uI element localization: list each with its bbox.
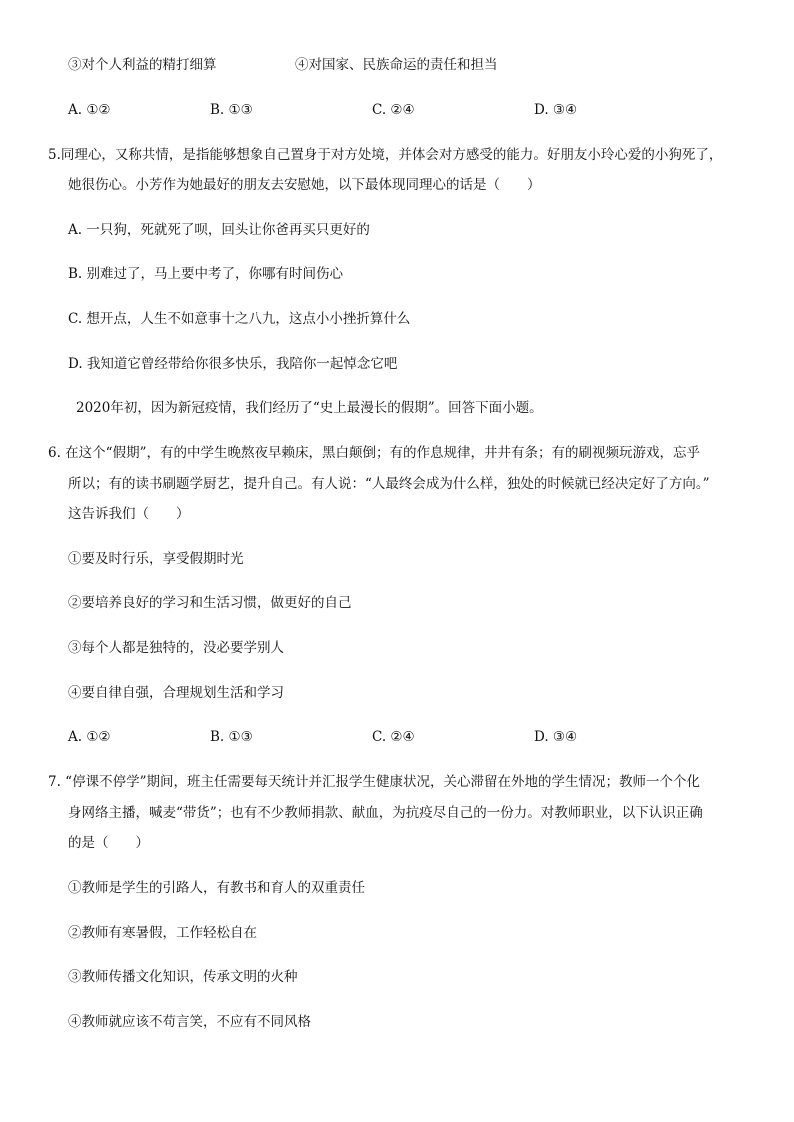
statement-item-3: ③对个人利益的精打细算 xyxy=(68,57,217,73)
q6-statement-4: ④要自律自强，合理规划生活和学习 xyxy=(68,685,284,701)
q7-statement-2: ②教师有寒暑假，工作轻松自在 xyxy=(68,925,257,941)
q6-statement-2: ②要培养良好的学习和生活习惯，做更好的自己 xyxy=(68,595,352,611)
q6-option-a: A. ①② xyxy=(68,729,111,745)
shared-intro: 2020年初，因为新冠疫情，我们经历了“史上最漫长的假期”。回答下面小题。 xyxy=(76,400,543,416)
statement-item-4: ④对国家、民族命运的责任和担当 xyxy=(295,57,498,73)
q5-option-c: C. 想开点，人生不如意事十之八九，这点小小挫折算什么 xyxy=(68,311,411,327)
q7-stem-line-1: 7. “停课不停学”期间，班主任需要每天统计并汇报学生健康状况，关心滞留在外地的学生情况；教师一个个化 xyxy=(48,774,700,790)
q5-option-a: A. 一只狗，死就死了呗，回头让你爸再买只更好的 xyxy=(68,222,370,238)
option-c: C. ②④ xyxy=(372,102,415,118)
q6-stem-line-2: 所以；有的读书刷题学厨艺，提升自己。有人说：“人最终会成为什么样，独处的时候就已经决定好了方向。” xyxy=(68,476,710,492)
q6-option-d: D. ③④ xyxy=(534,729,578,745)
q6-stem-line-3: 这告诉我们（ ） xyxy=(68,506,190,522)
option-b: B. ①③ xyxy=(210,102,253,118)
q6-option-b: B. ①③ xyxy=(210,729,253,745)
q7-statement-4: ④教师就应该不苟言笑，不应有不同风格 xyxy=(68,1014,311,1030)
option-d: D. ③④ xyxy=(534,102,578,118)
q5-stem-line-2: 她很伤心。小芳作为她最好的朋友去安慰她，以下最体现同理心的话是（ ） xyxy=(68,177,541,193)
q7-stem-line-2: 身网络主播，喊麦“带货”；也有不少教师捐款、献血，为抗疫尽自己的一份力。对教师职业，以下认识正确 xyxy=(68,805,703,821)
q6-statement-3: ③每个人都是独特的，没必要学别人 xyxy=(68,640,284,656)
q5-option-b: B. 别难过了，马上要中考了，你哪有时间伤心 xyxy=(68,266,344,282)
q5-option-d: D. 我知道它曾经带给你很多快乐，我陪你一起悼念它吧 xyxy=(68,356,398,372)
q6-statement-1: ①要及时行乐，享受假期时光 xyxy=(68,551,244,567)
q7-statement-3: ③教师传播文化知识，传承文明的火种 xyxy=(68,969,298,985)
q5-stem-line-1: 5.同理心，又称共情，是指能够想象自己置身于对方处境，并体会对方感受的能力。好朋友小玲心爱的小狗死了， xyxy=(48,147,723,163)
q6-option-c: C. ②④ xyxy=(372,729,415,745)
option-a: A. ①② xyxy=(68,102,111,118)
q6-stem-line-1: 6. 在这个“假期”，有的中学生晚熬夜早赖床，黑白颠倒；有的作息规律，井井有条；有的刷视频玩游戏，忘乎 xyxy=(48,445,700,461)
q7-statement-1: ①教师是学生的引路人，有教书和育人的双重责任 xyxy=(68,880,365,896)
q7-stem-line-3: 的是（ ） xyxy=(68,835,149,851)
